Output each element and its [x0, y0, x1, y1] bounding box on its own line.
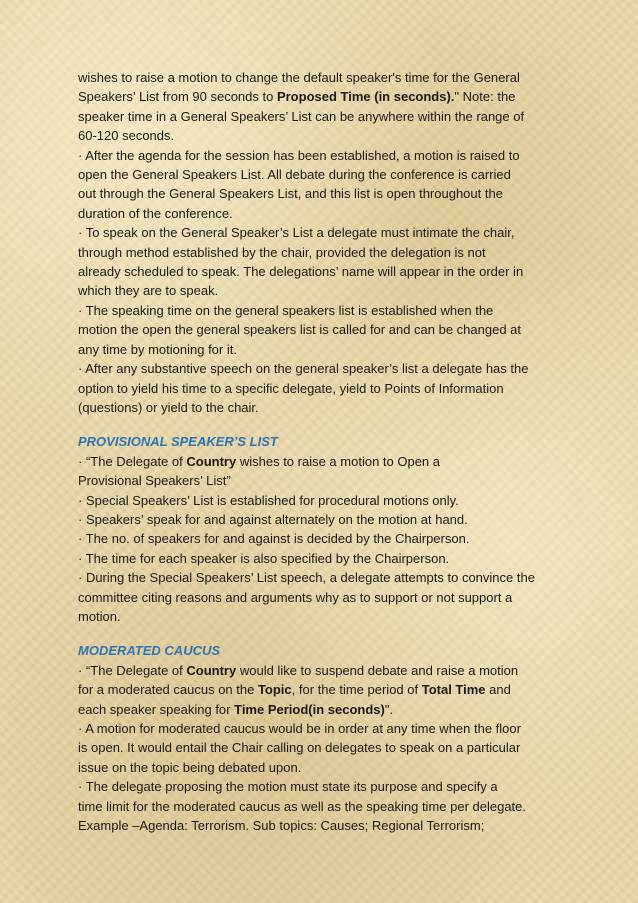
text-line: option to yield his time to a specific delegate, yield to Points of Information — [78, 380, 504, 396]
text-line — [78, 87, 562, 106]
text-run: for a moderated caucus on the — [78, 682, 258, 698]
provisional-section — [78, 432, 562, 626]
text-run: " Note: the — [454, 89, 516, 105]
text-line — [78, 700, 562, 719]
intro-section — [78, 68, 562, 417]
moderated-section — [78, 641, 562, 835]
text-line: · The no. of speakers for and against is decided by the Chairperson. — [78, 531, 470, 547]
text-line — [78, 680, 562, 699]
text-line: time limit for the moderated caucus as well as the speaking time per delegate. — [78, 798, 527, 814]
bold-run: Time Period(in seconds) — [234, 701, 385, 717]
text-line: which they are to speak. — [78, 283, 219, 299]
text-line: speaker time in a General Speakers’ List can be anywhere within the range of — [78, 108, 525, 124]
text-line: issue on the topic being debated upon. — [78, 759, 302, 775]
text-line: committee citing reasons and arguments why as to support or not support a — [78, 589, 513, 605]
text-line: motion. — [78, 608, 121, 624]
text-line: Example –Agenda: Terrorism. Sub topics: Causes; Regional Terrorism; — [78, 818, 485, 834]
text-line: · Special Speakers’ List is established for procedural motions only. — [78, 492, 459, 508]
text-run: · “The Delegate of — [78, 453, 187, 469]
text-line: is open. It would entail the Chair calling on delegates to speak on a particular — [78, 740, 521, 756]
document-page — [78, 68, 562, 835]
text-line: · After any substantive speech on the general speaker’s list a delegate has the — [78, 361, 529, 377]
text-line: · Speakers’ speak for and against alternately on the motion at hand. — [78, 511, 468, 527]
text-line — [78, 661, 562, 680]
text-line: (questions) or yield to the chair. — [78, 399, 259, 415]
text-line — [78, 452, 562, 471]
bold-run: Total Time — [421, 682, 486, 698]
text-run: Speakers’ List from 90 seconds to — [78, 89, 277, 105]
text-run: ". — [384, 701, 394, 717]
text-line: 60-120 seconds. — [78, 128, 175, 144]
text-line: out through the General Speakers List, and this list is open throughout the — [78, 186, 503, 202]
text-line: any time by motioning for it. — [78, 341, 237, 357]
text-line: Provisional Speakers’ List” — [78, 473, 231, 489]
text-line: · A motion for moderated caucus would be in order at any time when the floor — [78, 721, 521, 736]
text-line: · After the agenda for the session has been established, a motion is raised to — [78, 147, 520, 163]
text-line: · To speak on the General Speaker’s List a delegate must intimate the chair, — [78, 225, 515, 241]
text-run: each speaker speaking for — [78, 701, 235, 717]
bold-run: Topic — [257, 682, 292, 698]
text-line: · The delegate proposing the motion must state its purpose and specify a — [78, 779, 498, 795]
text-line: wishes to raise a motion to change the default speaker's time for the General — [78, 70, 520, 85]
text-line: through method established by the chair, provided the delegation is not — [78, 244, 486, 260]
text-line: open the General Speakers List. All debate during the conference is carried — [78, 167, 511, 183]
text-line: duration of the conference. — [78, 205, 233, 221]
section-heading-moderated: MODERATED CAUCUS — [78, 643, 221, 659]
text-line: motion the open the general speakers list is called for and can be changed at — [78, 322, 522, 338]
text-line: · The time for each speaker is also specified by the Chairperson. — [78, 550, 450, 566]
text-run: wishes to raise a motion to Open a — [236, 453, 441, 469]
text-run: · “The Delegate of — [78, 662, 187, 678]
text-run: would like to suspend debate and raise a motion — [236, 662, 519, 678]
bold-run: Country — [186, 662, 237, 678]
spacer — [78, 417, 562, 432]
spacer — [78, 626, 562, 641]
section-heading-provisional: PROVISIONAL SPEAKER’S LIST — [78, 434, 278, 450]
text-line: already scheduled to speak. The delegations’ name will appear in the order in — [78, 264, 524, 280]
bold-run: Country — [186, 453, 237, 469]
text-run: and — [485, 682, 511, 698]
text-line: · The speaking time on the general speakers list is established when the — [78, 302, 494, 318]
text-line: · During the Special Speakers’ List speech, a delegate attempts to convince the — [78, 570, 535, 586]
text-run: , for the time period of — [291, 682, 422, 698]
bold-run: Proposed Time (in seconds). — [276, 89, 455, 105]
